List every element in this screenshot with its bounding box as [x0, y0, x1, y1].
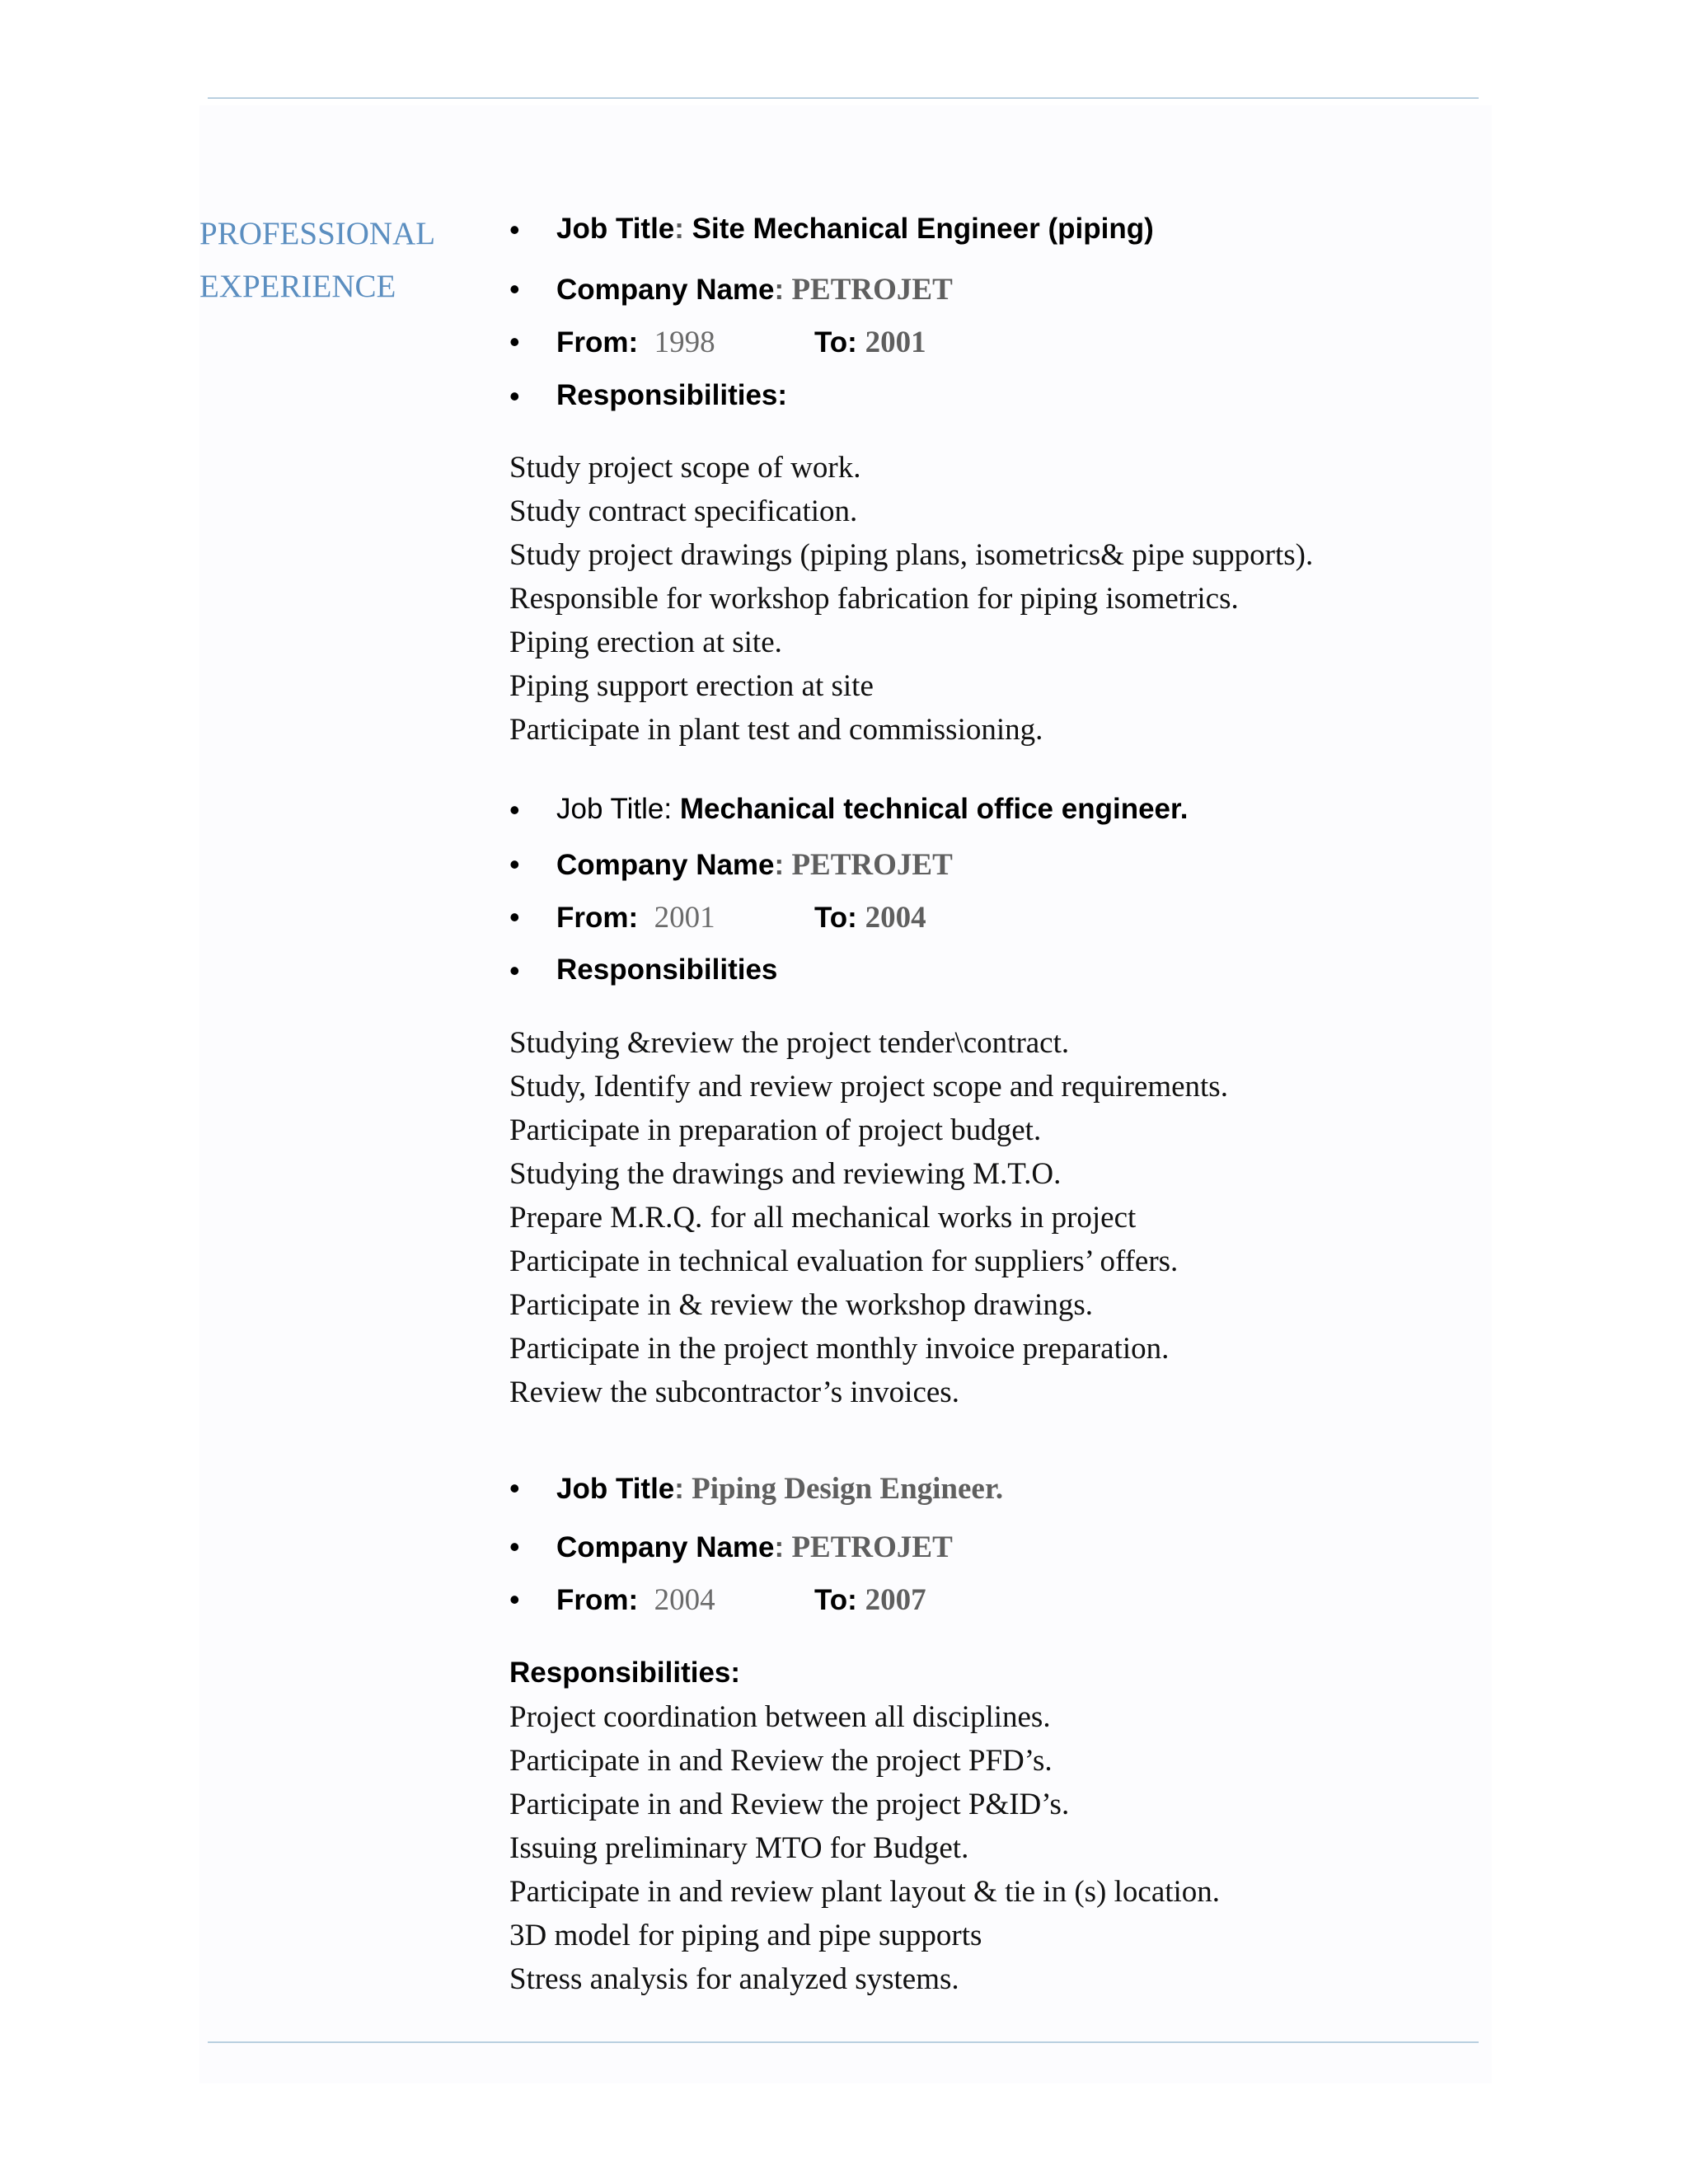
responsibilities-list [509, 1695, 1220, 2001]
from-value: 1998 [654, 326, 715, 359]
company-value: PETROJET [784, 1530, 953, 1564]
from-value: 2001 [654, 901, 715, 935]
list-item: Participate in preparation of project budget. [509, 1113, 1042, 1147]
bullet-icon: • [509, 325, 520, 359]
job-title-separator: : [674, 213, 684, 245]
section-heading [199, 208, 438, 323]
job-title-label: Job Title [556, 793, 664, 825]
responsibilities-label: Responsibilities [556, 954, 778, 986]
from-label: From: [556, 1584, 639, 1616]
job-title-separator: : [674, 1473, 684, 1505]
from-label: From: [556, 326, 639, 359]
bullet-icon: • [509, 847, 520, 881]
list-item: Participate in & review the workshop drawings. [509, 1288, 1093, 1322]
from-value: 2004 [654, 1583, 715, 1617]
company-separator: : [774, 849, 785, 881]
job-title-value: Mechanical technical office engineer. [672, 793, 1189, 825]
list-item: Participate in the project monthly invoice preparation. [509, 1332, 1170, 1366]
responsibilities-label: Responsibilities: [509, 1657, 741, 1689]
job-title-value: Site Mechanical Engineer (piping) [683, 213, 1154, 245]
to-value: 2001 [865, 326, 926, 359]
bullet-icon: • [509, 272, 520, 306]
to-value: 2004 [865, 901, 926, 935]
top-divider [208, 97, 1479, 99]
bullet-icon: • [509, 379, 520, 413]
list-item: Study project drawings (piping plans, isometrics& pipe supports). [509, 538, 1314, 572]
company-label: Company Name [556, 1531, 775, 1563]
list-item: Participate in plant test and commissioning. [509, 713, 1043, 747]
bullet-icon: • [509, 954, 520, 987]
list-item: Participate in and review plant layout & tie in (s) location. [509, 1875, 1221, 1909]
list-item: Study project scope of work. [509, 451, 861, 485]
job-title-label: Job Title [556, 1473, 675, 1505]
section-heading-line1: PROFESSIONAL [199, 216, 436, 251]
list-item: Study contract specification. [509, 494, 858, 528]
bullet-icon: • [509, 900, 520, 934]
list-item: Participate in and Review the project P&ID’s. [509, 1788, 1070, 1821]
section-heading-line2: EXPERIENCE [199, 269, 396, 304]
list-item: Prepare M.R.Q. for all mechanical works in project [509, 1201, 1137, 1235]
responsibilities-label: Responsibilities: [556, 379, 788, 411]
list-item: Participate in and Review the project PFD’s. [509, 1744, 1053, 1778]
company-value: PETROJET [784, 848, 953, 882]
bullet-icon: • [509, 1471, 520, 1505]
job-title-value: Piping Design Engineer. [683, 1472, 1004, 1506]
responsibilities-list [509, 1021, 1228, 1414]
bullet-icon: • [509, 793, 520, 827]
list-item: Piping support erection at site [509, 669, 874, 703]
from-label: From: [556, 902, 639, 934]
list-item: Studying the drawings and reviewing M.T.O. [509, 1157, 1062, 1191]
to-label: To: [814, 902, 857, 934]
company-separator: : [774, 274, 785, 306]
bullet-icon: • [509, 1582, 520, 1616]
company-value: PETROJET [784, 273, 953, 307]
list-item: Project coordination between all disciplines. [509, 1700, 1051, 1734]
job-title-separator: : [663, 793, 673, 825]
company-label: Company Name [556, 274, 775, 306]
list-item: Piping erection at site. [509, 626, 782, 659]
responsibilities-list [509, 446, 1313, 752]
list-item: 3D model for piping and pipe supports [509, 1919, 982, 1952]
job-title-label: Job Title [556, 213, 675, 245]
list-item: Review the subcontractor’s invoices. [509, 1376, 959, 1409]
bullet-icon: • [509, 1530, 520, 1563]
to-value: 2007 [865, 1583, 926, 1617]
list-item: Stress analysis for analyzed systems. [509, 1962, 959, 1996]
list-item: Responsible for workshop fabrication for piping isometrics. [509, 582, 1239, 616]
list-item: Study, Identify and review project scope and requirements. [509, 1070, 1228, 1104]
list-item: Studying &review the project tender\contract. [509, 1026, 1070, 1060]
company-label: Company Name [556, 849, 775, 881]
company-separator: : [774, 1531, 785, 1563]
to-label: To: [814, 326, 857, 359]
bullet-icon: • [509, 213, 520, 246]
bottom-divider [208, 2041, 1479, 2043]
list-item: Participate in technical evaluation for suppliers’ offers. [509, 1244, 1179, 1278]
list-item: Issuing preliminary MTO for Budget. [509, 1831, 969, 1865]
to-label: To: [814, 1584, 857, 1616]
